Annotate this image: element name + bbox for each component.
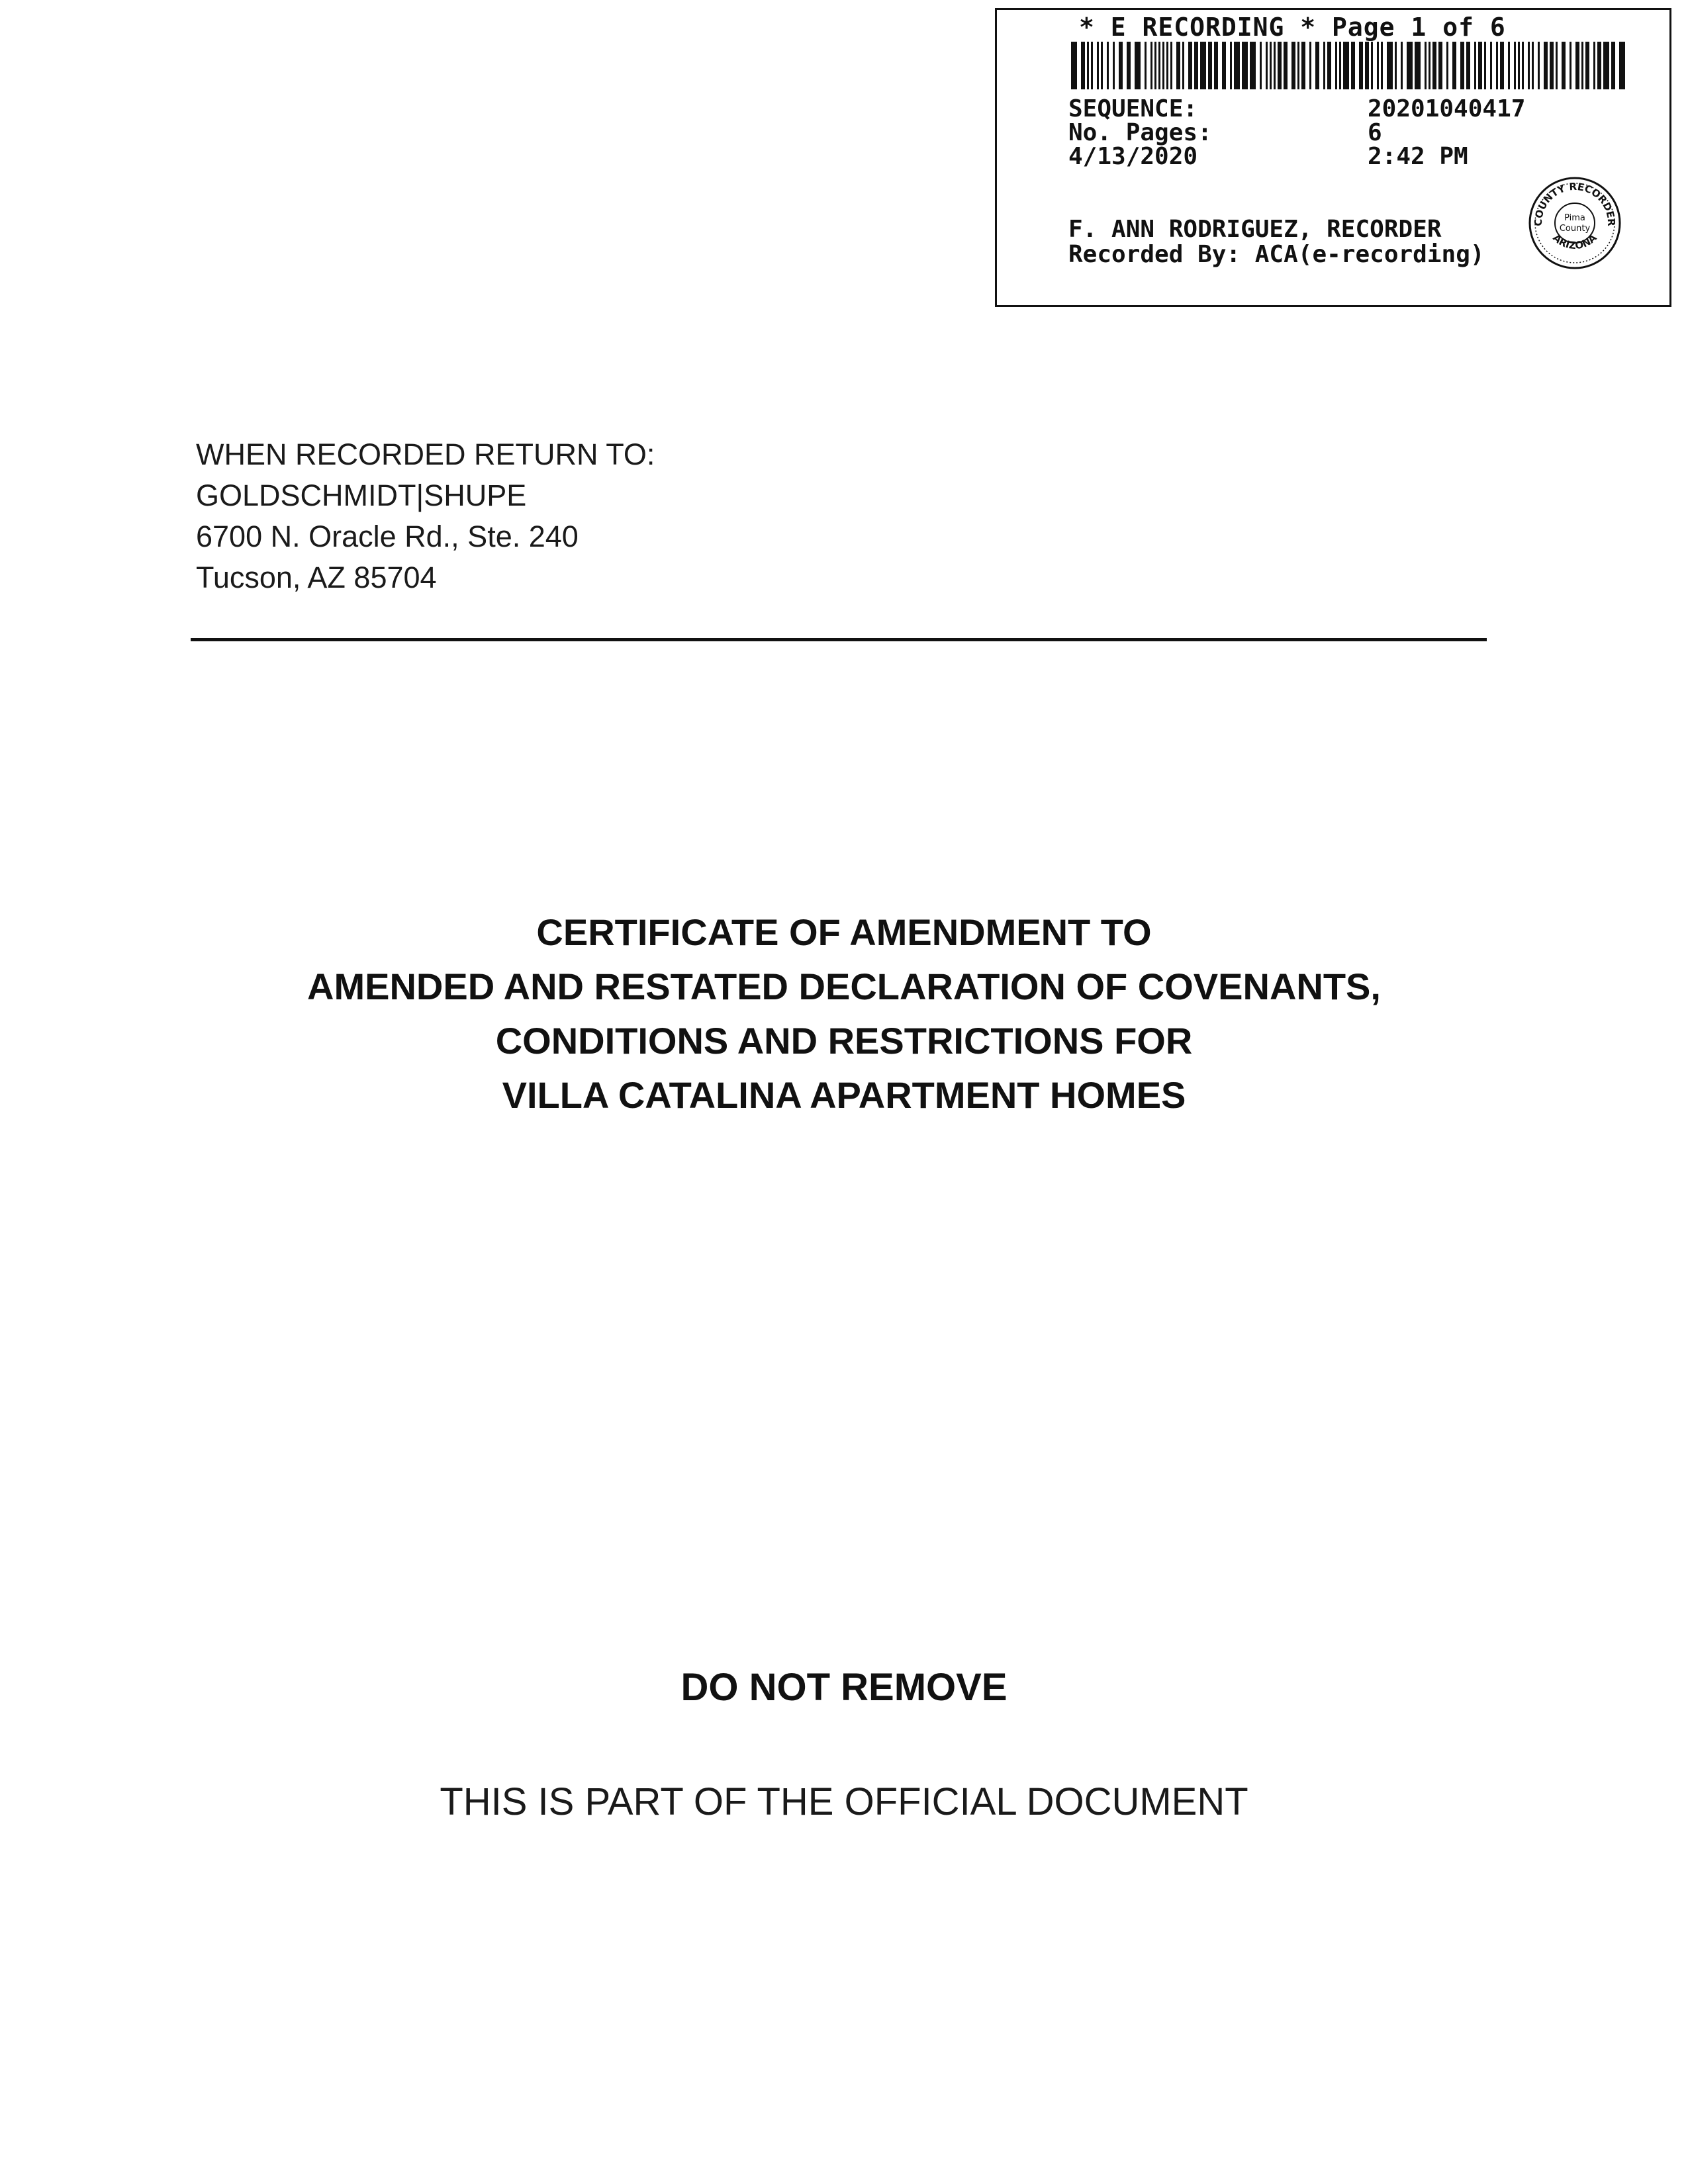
barcode-bar bbox=[1170, 42, 1172, 89]
barcode-bar bbox=[1339, 42, 1341, 89]
barcode-bar bbox=[1452, 42, 1456, 89]
title-line2: AMENDED AND RESTATED DECLARATION OF COVENANTS, bbox=[307, 966, 1381, 1007]
barcode-bar bbox=[1091, 42, 1093, 89]
barcode-bar bbox=[1381, 42, 1383, 89]
barcode-bar bbox=[1113, 42, 1115, 89]
barcode-bar bbox=[1562, 42, 1566, 89]
barcode-bar bbox=[1150, 42, 1152, 89]
barcode-bar bbox=[1387, 42, 1393, 89]
barcode-bar bbox=[1214, 42, 1218, 89]
barcode-bar bbox=[1570, 42, 1571, 89]
barcode-bar bbox=[1266, 42, 1268, 89]
barcode-bar bbox=[1145, 42, 1147, 89]
barcode bbox=[1071, 42, 1631, 89]
barcode-bar bbox=[1200, 42, 1206, 89]
do-not-remove-notice: DO NOT REMOVE bbox=[680, 1666, 1008, 1709]
barcode-bar bbox=[1176, 42, 1180, 89]
county-recorder-seal bbox=[1527, 175, 1622, 271]
barcode-bar bbox=[1222, 42, 1226, 89]
barcode-bar bbox=[1619, 42, 1625, 89]
barcode-bar bbox=[1081, 42, 1085, 89]
barcode-bar bbox=[1359, 42, 1363, 89]
barcode-bar bbox=[1438, 42, 1442, 89]
horizontal-rule bbox=[191, 638, 1487, 641]
barcode-bar bbox=[1274, 42, 1276, 89]
recording-stamp bbox=[995, 8, 1671, 307]
barcode-bar bbox=[1278, 42, 1282, 89]
return-address-line2: GOLDSCHMIDT|SHUPE bbox=[196, 478, 527, 512]
barcode-bar bbox=[1484, 42, 1486, 89]
barcode-bar bbox=[1575, 42, 1579, 89]
barcode-bar bbox=[1301, 42, 1305, 89]
recording-date: 4/13/2020 bbox=[1068, 143, 1198, 170]
barcode-bar bbox=[1401, 42, 1403, 89]
sequence-label: SEQUENCE: bbox=[1068, 95, 1198, 122]
recorder-name: F. ANN RODRIGUEZ, RECORDER bbox=[1068, 216, 1442, 243]
barcode-bar bbox=[1162, 42, 1164, 89]
barcode-bar bbox=[1508, 42, 1510, 89]
barcode-bar bbox=[1270, 42, 1272, 89]
barcode-bar bbox=[1581, 42, 1583, 89]
seal-center-line1: Pima bbox=[1564, 213, 1585, 223]
barcode-bar bbox=[1097, 42, 1099, 89]
barcode-bar bbox=[1460, 42, 1464, 89]
barcode-bar bbox=[1603, 42, 1609, 89]
document-title bbox=[0, 905, 1688, 1122]
seal-top-text: COUNTY RECORDER bbox=[1532, 180, 1618, 226]
barcode-bar bbox=[1365, 42, 1369, 89]
return-address-line4: Tucson, AZ 85704 bbox=[196, 561, 437, 594]
barcode-bar bbox=[1532, 42, 1534, 89]
pages-value: 6 bbox=[1368, 119, 1382, 146]
barcode-bar bbox=[1154, 42, 1156, 89]
barcode-bar bbox=[1500, 42, 1504, 89]
barcode-bar bbox=[1208, 42, 1212, 89]
barcode-bar bbox=[1309, 42, 1311, 89]
barcode-bar bbox=[1496, 42, 1498, 89]
barcode-bar bbox=[1188, 42, 1192, 89]
barcode-bar bbox=[1119, 42, 1123, 89]
barcode-bar bbox=[1597, 42, 1601, 89]
barcode-bar bbox=[1544, 42, 1548, 89]
barcode-bar bbox=[1194, 42, 1198, 89]
barcode-bar bbox=[1585, 42, 1589, 89]
barcode-bar bbox=[1478, 42, 1482, 89]
barcode-bar bbox=[1135, 42, 1141, 89]
barcode-bar bbox=[1323, 42, 1325, 89]
barcode-bar bbox=[1446, 42, 1448, 89]
barcode-bar bbox=[1538, 42, 1540, 89]
barcode-bar bbox=[1593, 42, 1595, 89]
barcode-bar bbox=[1101, 42, 1103, 89]
barcode-bar bbox=[1107, 42, 1109, 89]
pages-label: No. Pages: bbox=[1068, 119, 1212, 146]
title-line1: CERTIFICATE OF AMENDMENT TO bbox=[536, 911, 1152, 953]
barcode-bar bbox=[1343, 42, 1349, 89]
barcode-bar bbox=[1297, 42, 1299, 89]
recording-header: * E RECORDING * Page 1 of 6 bbox=[1079, 13, 1506, 42]
barcode-bar bbox=[1315, 42, 1319, 89]
barcode-bar bbox=[1327, 42, 1331, 89]
official-document-notice: THIS IS PART OF THE OFFICIAL DOCUMENT bbox=[440, 1780, 1248, 1823]
barcode-bar bbox=[1127, 42, 1131, 89]
barcode-bar bbox=[1182, 42, 1184, 89]
return-address bbox=[196, 434, 655, 598]
barcode-bar bbox=[1474, 42, 1476, 89]
title-line3: CONDITIONS AND RESTRICTIONS FOR bbox=[495, 1020, 1193, 1062]
barcode-bar bbox=[1395, 42, 1397, 89]
barcode-bar bbox=[1550, 42, 1554, 89]
barcode-bar bbox=[1250, 42, 1256, 89]
barcode-bar bbox=[1335, 42, 1337, 89]
barcode-bar bbox=[1242, 42, 1248, 89]
barcode-bar bbox=[1425, 42, 1427, 89]
barcode-bar bbox=[1234, 42, 1240, 89]
barcode-bar bbox=[1432, 42, 1436, 89]
sequence-value: 20201040417 bbox=[1368, 95, 1526, 122]
return-address-line1: WHEN RECORDED RETURN TO: bbox=[196, 437, 655, 471]
barcode-bar bbox=[1522, 42, 1524, 89]
recorded-by: Recorded By: ACA(e-recording) bbox=[1068, 241, 1485, 268]
barcode-bar bbox=[1284, 42, 1288, 89]
barcode-bar bbox=[1230, 42, 1232, 89]
barcode-bar bbox=[1158, 42, 1160, 89]
barcode-bar bbox=[1166, 42, 1168, 89]
barcode-bar bbox=[1260, 42, 1262, 89]
barcode-bar bbox=[1514, 42, 1516, 89]
barcode-bar bbox=[1371, 42, 1373, 89]
barcode-bar bbox=[1351, 42, 1355, 89]
barcode-bar bbox=[1466, 42, 1470, 89]
seal-center-line2: County bbox=[1559, 224, 1591, 234]
barcode-bar bbox=[1087, 42, 1089, 89]
barcode-bar bbox=[1528, 42, 1530, 89]
return-address-line3: 6700 N. Oracle Rd., Ste. 240 bbox=[196, 520, 579, 553]
seal-bottom-text: ARIZONA bbox=[1550, 232, 1599, 252]
barcode-bar bbox=[1611, 42, 1615, 89]
recording-time: 2:42 PM bbox=[1368, 143, 1468, 170]
barcode-bar bbox=[1415, 42, 1421, 89]
barcode-bar bbox=[1518, 42, 1520, 89]
barcode-bar bbox=[1490, 42, 1492, 89]
barcode-bar bbox=[1071, 42, 1077, 89]
barcode-bar bbox=[1556, 42, 1558, 89]
barcode-bar bbox=[1407, 42, 1413, 89]
barcode-bar bbox=[1291, 42, 1295, 89]
title-line4: VILLA CATALINA APARTMENT HOMES bbox=[502, 1074, 1186, 1116]
barcode-bar bbox=[1377, 42, 1379, 89]
barcode-bar bbox=[1429, 42, 1430, 89]
